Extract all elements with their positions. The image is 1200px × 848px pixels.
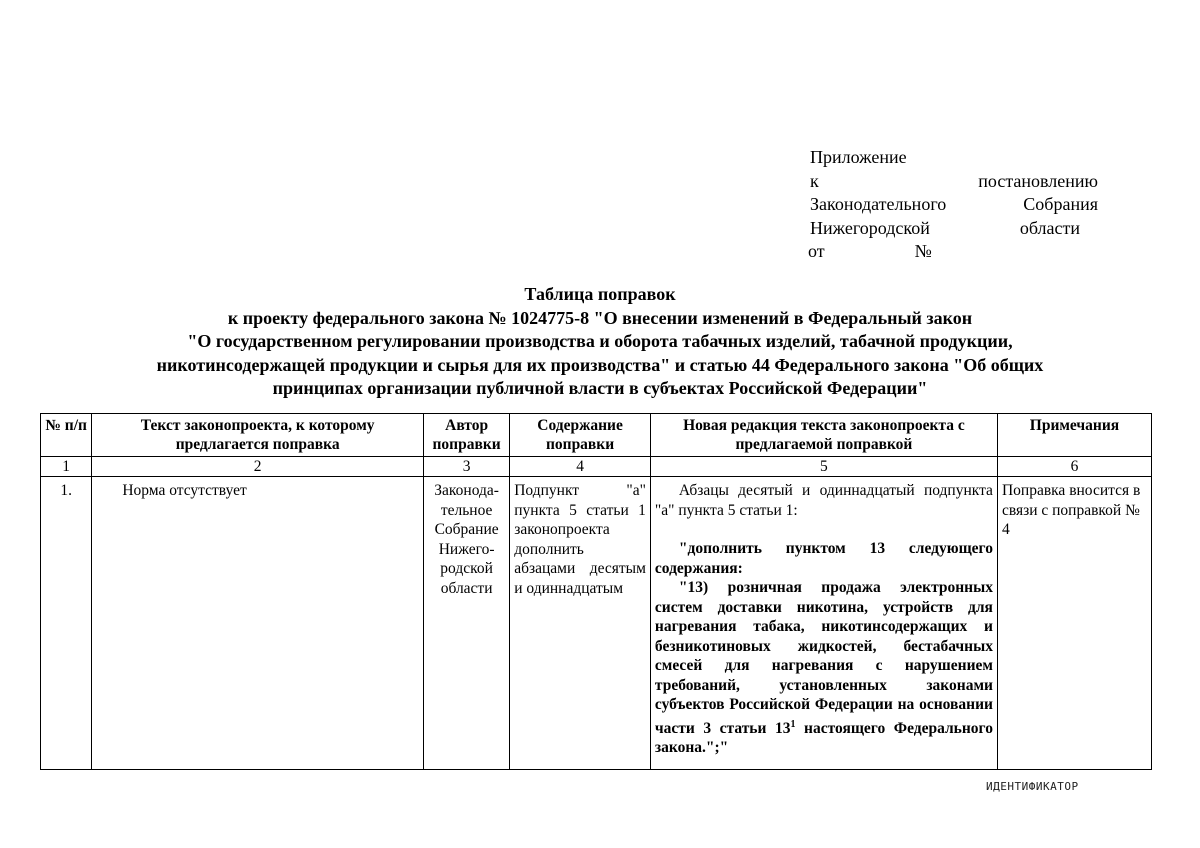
annex-line-3-left: Законодательного <box>810 194 947 214</box>
row-new-text <box>650 477 997 770</box>
header-new-text: Новая редакция текста законопроекта с предлагаемой поправкой <box>650 414 997 457</box>
annex-line-2-right: постановлению <box>978 170 1098 191</box>
table-header-row <box>41 414 1152 457</box>
row-author: Законода-тельное Собрание Нижего-родской области <box>423 477 509 770</box>
row-number: 1. <box>41 477 92 770</box>
column-number: 4 <box>510 457 651 477</box>
document-title <box>80 283 1120 401</box>
table-row <box>41 477 1152 770</box>
row-content: Подпункт "а" пункта 5 статьи 1 законопроекта дополнить абзацами десятым и одиннадцатым <box>510 477 651 770</box>
column-number: 1 <box>41 457 92 477</box>
amendments-table <box>40 413 1152 770</box>
column-number: 6 <box>997 457 1151 477</box>
annex-line-3-right: Собрания <box>1023 194 1098 214</box>
title-line-2: к проекту федерального закона № 1024775-8 "О внесении изменений в Федеральный закон <box>227 307 973 328</box>
header-text: Текст законопроекта, к которому предлагается поправка <box>92 414 424 457</box>
row-notes: Поправка вносится в связи с поправкой № 4 <box>997 477 1151 770</box>
new-text-bold-1: "дополнить пунктом 13 следующего содержания: <box>654 540 993 577</box>
new-text-bold-2 <box>655 578 993 758</box>
title-line-1: Таблица поправок <box>524 284 676 304</box>
header-content: Содержание поправки <box>510 414 651 457</box>
annex-line-2-left: к <box>810 170 819 191</box>
new-text-intro: Абзацы десятый и одиннадцатый подпункта "а" пункта 5 статьи 1: <box>654 482 993 519</box>
column-numbers-row <box>41 457 1152 477</box>
annex-line-4-right: области <box>1019 217 1080 238</box>
header-num: № п/п <box>41 414 92 457</box>
new-text-bold-2-start: "13) розничная продажа электронных систем доставки никотина, устройств для нагревания табака, никотинсодержащих и безникотиновых жидкостей, бестабачных смесей для нагревания с нарушением требований, установленных законами субъектов Российской Федерации на основании части 3 статьи 13 <box>654 579 993 737</box>
document-identifier: ИДЕНТИФИКАТОР <box>986 780 1079 793</box>
annex-number-label: № <box>914 241 932 261</box>
column-number: 5 <box>650 457 997 477</box>
annex-line-1: Приложение <box>810 147 907 167</box>
annex-date-label: от <box>808 241 825 261</box>
new-text-superscript: 1 <box>790 718 796 730</box>
title-line-3: "О государственном регулировании производства и оборота табачных изделий, табачной продукции, <box>187 331 1013 351</box>
column-number: 3 <box>423 457 509 477</box>
annex-line-4-left: Нижегородской <box>810 217 930 238</box>
annex-block <box>810 146 1098 264</box>
row-bill-text: Норма отсутствует <box>92 477 424 770</box>
title-line-4: никотинсодержащей продукции и сырья для их производства" и статью 44 Федерального закона "Об общих <box>156 354 1044 375</box>
header-notes: Примечания <box>997 414 1151 457</box>
title-line-5: принципах организации публичной власти в субъектах Российской Федерации" <box>272 378 928 398</box>
header-author: Автор поправки <box>423 414 509 457</box>
new-text-bold-2-end: настоящего Федерального закона.";" <box>654 719 993 757</box>
column-number: 2 <box>92 457 424 477</box>
